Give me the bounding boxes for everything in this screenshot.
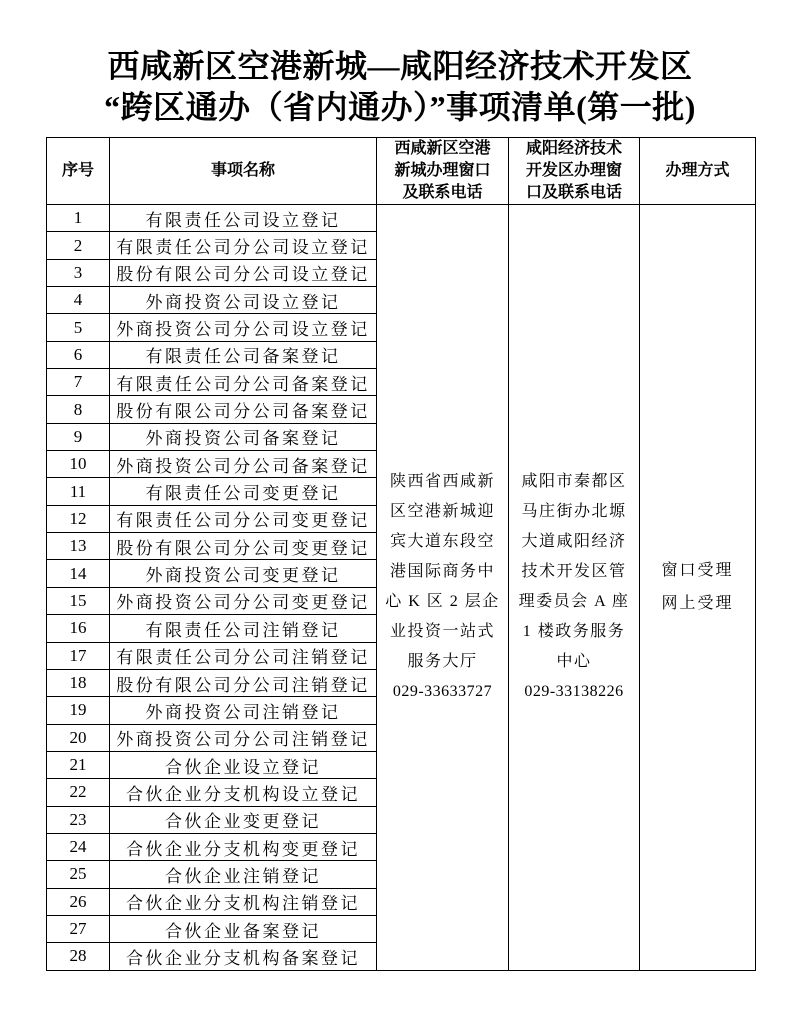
- item-name: 股份有限公司分公司设立登记: [110, 259, 377, 286]
- row-number: 28: [47, 943, 110, 970]
- header-row: [47, 138, 756, 205]
- xianyang-window-cell: [509, 205, 640, 971]
- item-name: 有限责任公司分公司备案登记: [110, 369, 377, 396]
- header-method: 办理方式: [640, 138, 756, 205]
- item-name: 有限责任公司设立登记: [110, 205, 377, 232]
- item-name: 合伙企业变更登记: [110, 806, 377, 833]
- item-name: 外商投资公司注销登记: [110, 697, 377, 724]
- row-number: 7: [47, 369, 110, 396]
- items-table: [46, 137, 756, 971]
- row-number: 3: [47, 259, 110, 286]
- item-name: 外商投资公司分公司变更登记: [110, 587, 377, 614]
- row-number: 16: [47, 615, 110, 642]
- row-number: 19: [47, 697, 110, 724]
- method-line: 窗口受理: [661, 562, 734, 580]
- row-number: 25: [47, 861, 110, 888]
- row-number: 4: [47, 287, 110, 314]
- row-number: 5: [47, 314, 110, 341]
- title-line-2: “跨区通办（省内通办）”事项清单(第一批): [104, 89, 696, 125]
- row-number: 24: [47, 833, 110, 860]
- row-number: 1: [47, 205, 110, 232]
- item-name: 合伙企业分支机构变更登记: [110, 833, 377, 860]
- row-number: 22: [47, 779, 110, 806]
- item-name: 股份有限公司分公司变更登记: [110, 533, 377, 560]
- row-number: 2: [47, 232, 110, 259]
- header-serial-number: 序号: [47, 138, 110, 205]
- row-number: 17: [47, 642, 110, 669]
- table-row: [47, 205, 756, 232]
- row-number: 11: [47, 478, 110, 505]
- item-name: 有限责任公司变更登记: [110, 478, 377, 505]
- row-number: 10: [47, 451, 110, 478]
- xianyang-window-phone: 029-33138226: [524, 683, 624, 701]
- item-name: 有限责任公司备案登记: [110, 341, 377, 368]
- item-name: 有限责任公司分公司设立登记: [110, 232, 377, 259]
- method-line: 网上受理: [661, 595, 734, 613]
- row-number: 13: [47, 533, 110, 560]
- row-number: 26: [47, 888, 110, 915]
- items-tbody: [47, 205, 756, 971]
- xixian-window-address: 陕西省西咸新区空港新城迎宾大道东段空港国际商务中心 K 区 2 层企业投资一站式服务大厅: [385, 473, 500, 671]
- row-number: 15: [47, 587, 110, 614]
- item-name: 合伙企业分支机构备案登记: [110, 943, 377, 970]
- item-name: 有限责任公司注销登记: [110, 615, 377, 642]
- header-xianyang-window: 咸阳经济技术开发区办理窗口及联系电话: [509, 138, 640, 205]
- xixian-window-phone: 029-33633727: [392, 683, 493, 701]
- item-name: 合伙企业注销登记: [110, 861, 377, 888]
- item-name: 外商投资公司设立登记: [110, 287, 377, 314]
- row-number: 8: [47, 396, 110, 423]
- item-name: 合伙企业备案登记: [110, 915, 377, 942]
- method-cell: [640, 205, 756, 971]
- item-name: 合伙企业分支机构注销登记: [110, 888, 377, 915]
- item-name: 有限责任公司分公司变更登记: [110, 505, 377, 532]
- item-name: 合伙企业设立登记: [110, 751, 377, 778]
- row-number: 6: [47, 341, 110, 368]
- xixian-window-cell: [377, 205, 509, 971]
- title-line-1: 西咸新区空港新城—咸阳经济技术开发区: [107, 48, 693, 84]
- item-name: 股份有限公司分公司备案登记: [110, 396, 377, 423]
- row-number: 20: [47, 724, 110, 751]
- item-name: 外商投资公司备案登记: [110, 423, 377, 450]
- item-name: 外商投资公司分公司备案登记: [110, 451, 377, 478]
- xianyang-window-address: 咸阳市秦都区马庄街办北塬大道咸阳经济技术开发区管理委员会 A 座 1 楼政务服务中心: [518, 473, 630, 671]
- row-number: 27: [47, 915, 110, 942]
- item-name: 有限责任公司分公司注销登记: [110, 642, 377, 669]
- row-number: 23: [47, 806, 110, 833]
- page-title: [0, 46, 800, 128]
- item-name: 外商投资公司变更登记: [110, 560, 377, 587]
- header-xixian-window: 西咸新区空港新城办理窗口及联系电话: [377, 138, 509, 205]
- row-number: 12: [47, 505, 110, 532]
- item-name: 外商投资公司分公司设立登记: [110, 314, 377, 341]
- row-number: 9: [47, 423, 110, 450]
- item-name: 股份有限公司分公司注销登记: [110, 669, 377, 696]
- item-name: 外商投资公司分公司注销登记: [110, 724, 377, 751]
- header-item-name: 事项名称: [110, 138, 377, 205]
- item-name: 合伙企业分支机构设立登记: [110, 779, 377, 806]
- row-number: 14: [47, 560, 110, 587]
- row-number: 18: [47, 669, 110, 696]
- row-number: 21: [47, 751, 110, 778]
